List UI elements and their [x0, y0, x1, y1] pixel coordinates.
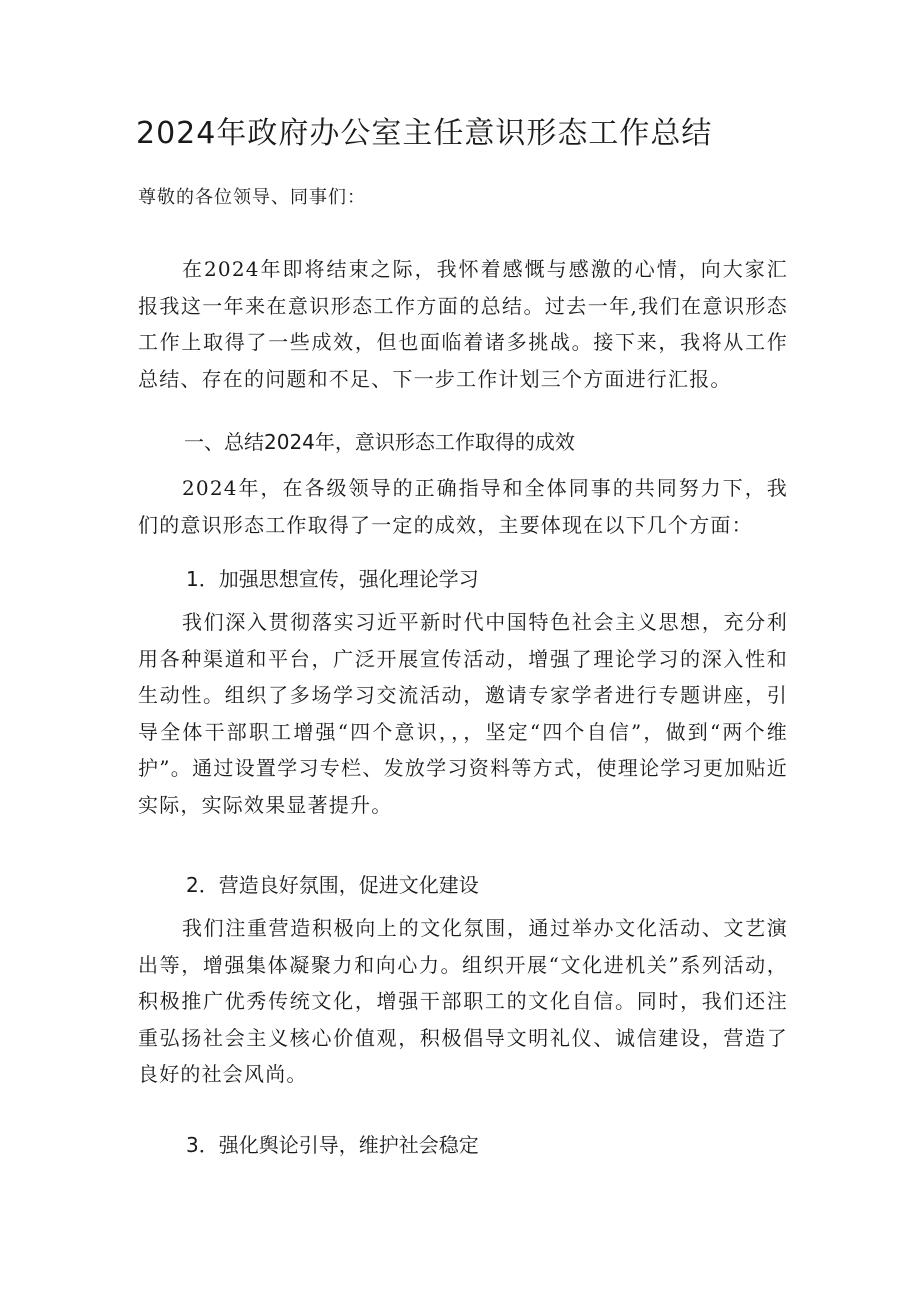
- section1-intro-paragraph: 2024年，在各级领导的正确指导和全体同事的共同努力下，我们的意识形态工作取得了一定的成效，主要体现在以下几个方面：: [138, 476, 788, 537]
- salutation: 尊敬的各位领导、同事们：: [138, 187, 366, 208]
- intro-paragraph: 在2024年即将结束之际，我怀着感慨与感激的心情，向大家汇报我这一年来在意识形态工作方面的总结。过去一年,我们在意识形态工作上取得了一些成效，但也面临着诸多挑战。接下来，我将从工作总结、存在的问题和不足、下一步工作计划三个方面进行汇报。: [138, 257, 788, 391]
- subsection-heading-1: 1．加强思想宣传，强化理论学习: [186, 567, 479, 591]
- subsection1-body: 我们深入贯彻落实习近平新时代中国特色社会主义思想，充分利用各种渠道和平台，广泛开展宣传活动，增强了理论学习的深入性和生动性。组织了多场学习交流活动，邀请专家学者进行专题讲座，引导全体干部职工增强“四个意识，，，坚定“四个自信”，做到“两个维护”。通过设置学习专栏、发放学习资料等方式，使理论学习更加贴近实际，实际效果显著提升。: [138, 610, 788, 817]
- subsection-heading-2: 2．营造良好氛围，促进文化建设: [186, 873, 479, 897]
- subsection2-body: 我们注重营造积极向上的文化氛围，通过举办文化活动、文艺演出等，增强集体凝聚力和向心力。组织开展“文化进机关”系列活动，积极推广优秀传统文化，增强干部职工的文化自信。同时，我们还注重弘扬社会主义核心价值观，积极倡导文明礼仪、诚信建设，营造了良好的社会风尚。: [138, 916, 788, 1087]
- subsection-heading-3: 3．强化舆论引导，维护社会稳定: [186, 1133, 479, 1157]
- document-title: 2024年政府办公室主任意识形态工作总结: [136, 116, 713, 151]
- section-heading-1: 一、总结2024年，意识形态工作取得的成效: [184, 430, 575, 454]
